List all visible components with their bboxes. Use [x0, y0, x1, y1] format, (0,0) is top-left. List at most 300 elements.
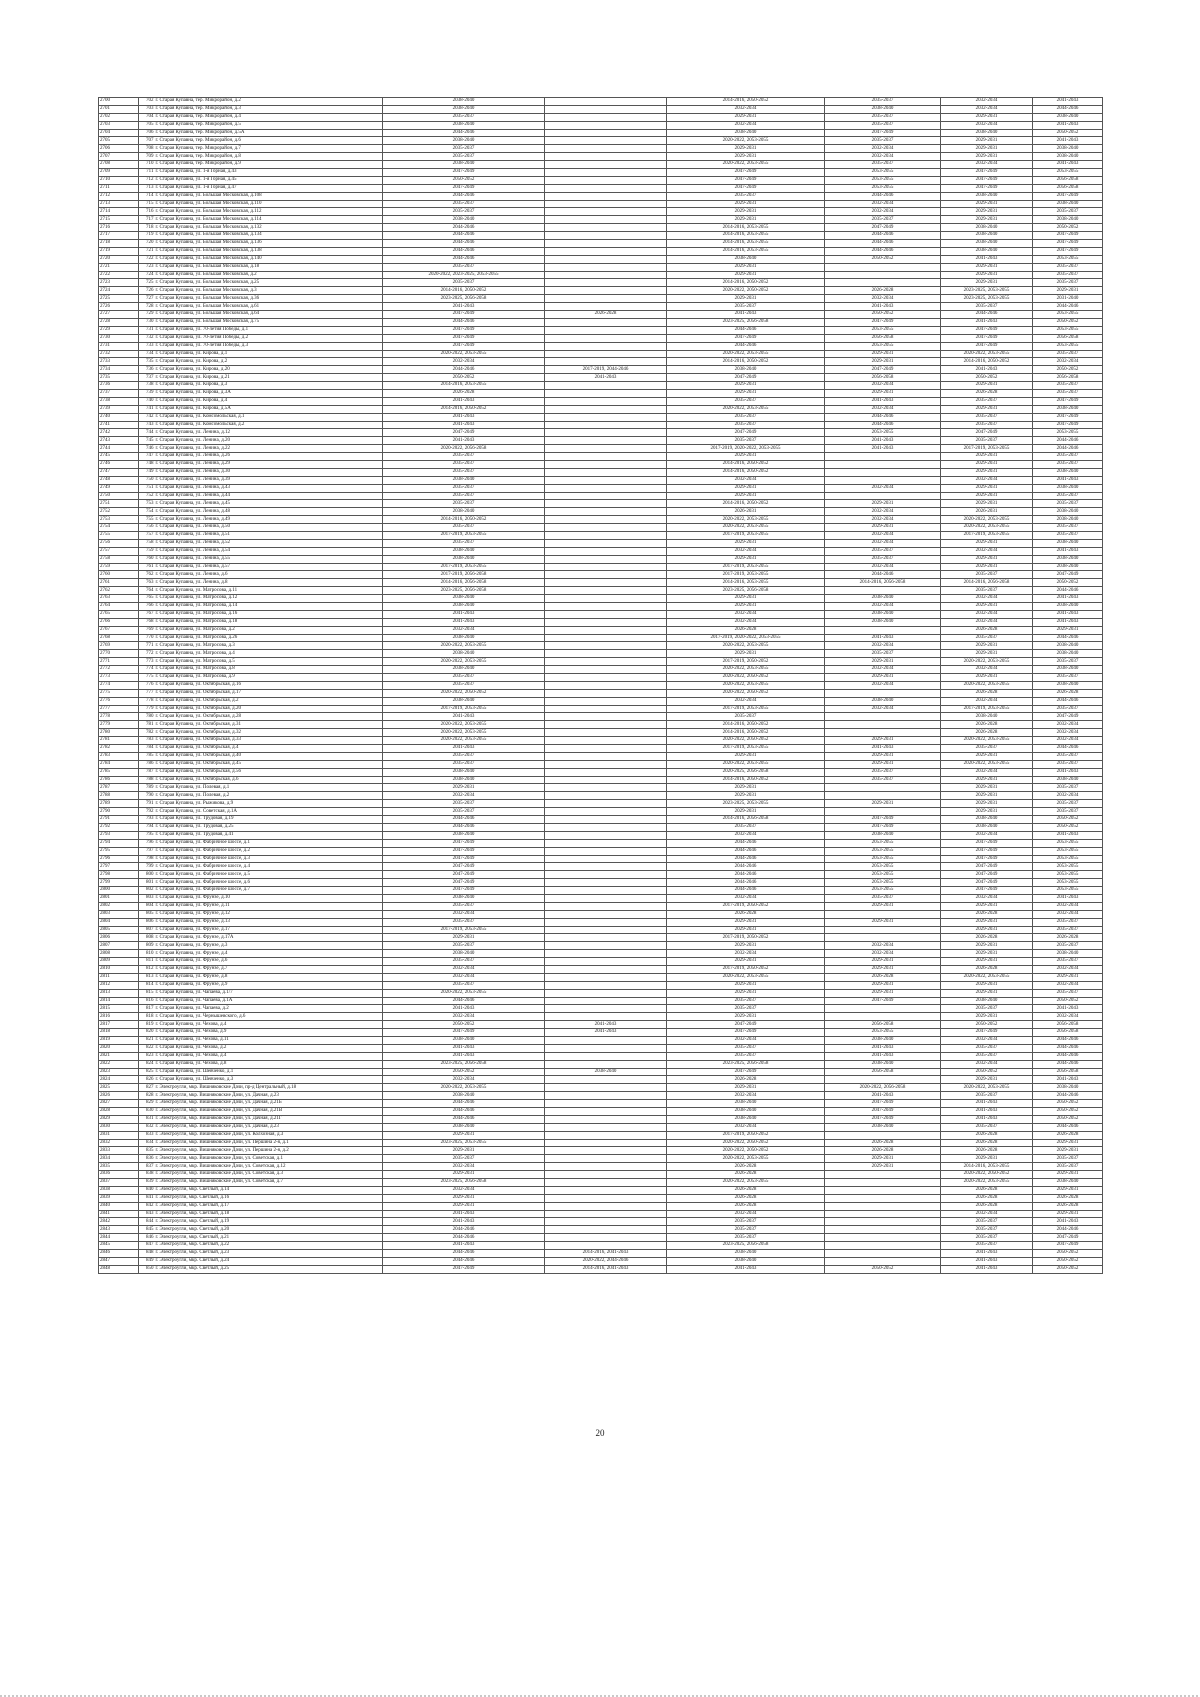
row-number-cell: 2814 [99, 997, 139, 1005]
period-cell-3: 2029-2031 [667, 295, 825, 303]
period-cell-6: 2050-2052 [1033, 129, 1103, 137]
row-number-cell: 2837 [99, 1179, 139, 1187]
period-cell-6: 2044-2046 [1033, 1123, 1103, 1131]
period-cell-5: 2020-2022, 2053-2055 [941, 524, 1033, 532]
item-number-cell: 717 [139, 216, 155, 224]
row-number-cell: 2768 [99, 634, 139, 642]
period-cell-1: 2047-2049 [383, 311, 545, 319]
period-cell-6: 2041-2043 [1033, 1076, 1103, 1084]
period-cell-4: 2029-2031 [825, 500, 941, 508]
table-row [99, 1029, 1103, 1037]
row-number-cell: 2767 [99, 626, 139, 634]
period-cell-3: 2044-2046 [667, 855, 825, 863]
period-cell-6: 2038-2040 [1033, 563, 1103, 571]
period-cell-4: 2026-2028 [825, 1147, 941, 1155]
row-number-cell: 2700 [99, 98, 139, 106]
period-cell-6: 2038-2040 [1033, 1084, 1103, 1092]
row-number-cell: 2820 [99, 1044, 139, 1052]
address-cell: г. Старая Купавна, ул. Матросова, д.11 [155, 587, 383, 595]
row-number-cell: 2799 [99, 879, 139, 887]
address-cell: г. Старая Купавна, ул. Матросова, д.9 [155, 674, 383, 682]
table-row [99, 792, 1103, 800]
address-cell: г. Электроугли, мкр. Вишняковские Дачи, ул. Советская, д.12 [155, 1163, 383, 1171]
row-number-cell: 2796 [99, 855, 139, 863]
row-number-cell: 2723 [99, 279, 139, 287]
period-cell-6: 2038-2040 [1033, 516, 1103, 524]
period-cell-3: 2041-2043 [667, 311, 825, 319]
table-row [99, 831, 1103, 839]
address-cell: г. Старая Купавна, ул. Октябрьская, д.16 [155, 681, 383, 689]
period-cell-2 [545, 397, 667, 405]
period-cell-1: 2038-2040 [383, 634, 545, 642]
table-row [99, 981, 1103, 989]
row-number-cell: 2786 [99, 776, 139, 784]
table-row [99, 650, 1103, 658]
row-number-cell: 2703 [99, 121, 139, 129]
period-cell-3: 2020-2022, 2053-2055 [667, 137, 825, 145]
period-cell-4: 2032-2034 [825, 705, 941, 713]
row-number-cell: 2702 [99, 113, 139, 121]
item-number-cell: 795 [139, 831, 155, 839]
period-cell-2 [545, 271, 667, 279]
row-number-cell: 2819 [99, 1036, 139, 1044]
row-number-cell: 2794 [99, 839, 139, 847]
item-number-cell: 801 [139, 879, 155, 887]
period-cell-4: 2053-2055 [825, 1029, 941, 1037]
row-number-cell: 2722 [99, 271, 139, 279]
period-cell-5: 2029-2031 [941, 145, 1033, 153]
period-cell-6: 2035-2037 [1033, 674, 1103, 682]
period-cell-1: 2047-2049 [383, 855, 545, 863]
table-row [99, 287, 1103, 295]
period-cell-3: 2038-2040 [667, 1115, 825, 1123]
address-cell: г. Старая Купавна, ул. Ленина, д.22 [155, 445, 383, 453]
period-cell-1: 2035-2037 [383, 681, 545, 689]
period-cell-6: 2050-2052 [1033, 224, 1103, 232]
item-number-cell: 779 [139, 705, 155, 713]
item-number-cell: 789 [139, 784, 155, 792]
period-cell-2 [545, 342, 667, 350]
row-number-cell: 2748 [99, 476, 139, 484]
row-number-cell: 2832 [99, 1139, 139, 1147]
period-cell-2 [545, 121, 667, 129]
period-cell-6: 2050-2052 [1033, 1250, 1103, 1258]
item-number-cell: 797 [139, 847, 155, 855]
period-cell-4: 2032-2034 [825, 539, 941, 547]
table-row [99, 760, 1103, 768]
row-number-cell: 2848 [99, 1265, 139, 1273]
row-number-cell: 2711 [99, 184, 139, 192]
address-cell: г. Старая Купавна, ул. Кирова, д.2 [155, 358, 383, 366]
item-number-cell: 816 [139, 997, 155, 1005]
item-number-cell: 708 [139, 145, 155, 153]
period-cell-4: 2053-2055 [825, 184, 941, 192]
period-cell-6: 2050-2052 [1033, 1265, 1103, 1273]
period-cell-4: 2053-2055 [825, 863, 941, 871]
period-cell-3: 2047-2049 [667, 1068, 825, 1076]
period-cell-4: 2029-2031 [825, 981, 941, 989]
period-cell-6: 2032-2034 [1033, 965, 1103, 973]
address-cell: г. Старая Купавна, ул. Ленина, д.8 [155, 579, 383, 587]
row-number-cell: 2781 [99, 737, 139, 745]
row-number-cell: 2797 [99, 863, 139, 871]
period-cell-3: 2029-2031 [667, 263, 825, 271]
table-row [99, 745, 1103, 753]
row-number-cell: 2834 [99, 1155, 139, 1163]
period-cell-5: 2032-2034 [941, 476, 1033, 484]
period-cell-4 [825, 263, 941, 271]
item-number-cell: 724 [139, 271, 155, 279]
address-cell: г. Старая Купавна, ул. Полевая, д.1 [155, 784, 383, 792]
period-cell-5: 2020-2022, 2053-2055 [941, 760, 1033, 768]
period-cell-4 [825, 1186, 941, 1194]
period-cell-3: 2029-2031 [667, 208, 825, 216]
address-cell: г. Старая Купавна, ул. Октябрьская, д.40 [155, 752, 383, 760]
address-cell: г. Электроугли, мкр. Светлый, д.23 [155, 1250, 383, 1258]
item-number-cell: 806 [139, 918, 155, 926]
period-cell-1: 2038-2040 [383, 595, 545, 603]
period-cell-5: 2029-2031 [941, 382, 1033, 390]
period-cell-3: 2047-2049 [667, 184, 825, 192]
period-cell-4 [825, 808, 941, 816]
period-cell-5: 2035-2037 [941, 421, 1033, 429]
period-cell-5: 2032-2034 [941, 105, 1033, 113]
period-cell-4: 2044-2046 [825, 413, 941, 421]
period-cell-6: 2038-2040 [1033, 666, 1103, 674]
period-cell-2 [545, 839, 667, 847]
row-number-cell: 2715 [99, 216, 139, 224]
period-cell-5: 2029-2031 [941, 603, 1033, 611]
period-cell-6: 2041-2043 [1033, 161, 1103, 169]
period-cell-4 [825, 492, 941, 500]
period-cell-3: 2014-2016, 2050-2052 [667, 358, 825, 366]
period-cell-4: 2029-2031 [825, 674, 941, 682]
address-cell: г. Старая Купавна, ул. Чапаева, д.2 [155, 1005, 383, 1013]
period-cell-3: 2044-2046 [667, 887, 825, 895]
period-cell-3: 2014-2016, 2053-2055 [667, 247, 825, 255]
table-row [99, 1021, 1103, 1029]
period-cell-2 [545, 208, 667, 216]
period-cell-2 [545, 713, 667, 721]
period-cell-4: 2053-2055 [825, 326, 941, 334]
period-cell-4: 2026-2028 [825, 973, 941, 981]
table-row [99, 855, 1103, 863]
period-cell-1: 2041-2043 [383, 397, 545, 405]
period-cell-2 [545, 484, 667, 492]
period-cell-1: 2047-2049 [383, 879, 545, 887]
row-number-cell: 2778 [99, 713, 139, 721]
period-cell-1: 2044-2046 [383, 232, 545, 240]
address-cell: г. Старая Купавна, ул. Большая Московская, д.18 [155, 263, 383, 271]
item-number-cell: 794 [139, 823, 155, 831]
address-cell: г. Старая Купавна, тер. Микрорайон, д.2 [155, 98, 383, 106]
item-number-cell: 841 [139, 1194, 155, 1202]
period-cell-5: 2029-2031 [941, 200, 1033, 208]
row-number-cell: 2780 [99, 729, 139, 737]
item-number-cell: 755 [139, 516, 155, 524]
period-cell-2 [545, 1218, 667, 1226]
period-cell-3: 2032-2034 [667, 610, 825, 618]
table-row [99, 271, 1103, 279]
table-row [99, 697, 1103, 705]
period-cell-6: 2035-2037 [1033, 784, 1103, 792]
table-row [99, 105, 1103, 113]
period-cell-6: 2044-2046 [1033, 1036, 1103, 1044]
table-row [99, 1044, 1103, 1052]
period-cell-1: 2020-2022, 2053-2055 [383, 729, 545, 737]
period-cell-5: 2029-2031 [941, 776, 1033, 784]
address-cell: г. Электроугли, мкр. Вишняковские Дачи, ул. Дачная, д.21В [155, 1108, 383, 1116]
row-number-cell: 2713 [99, 200, 139, 208]
period-cell-1: 2032-2034 [383, 910, 545, 918]
table-row [99, 311, 1103, 319]
period-cell-3: 2026-2028 [667, 1163, 825, 1171]
period-cell-3: 2020-2022, 2050-2052 [667, 689, 825, 697]
period-cell-2 [545, 1005, 667, 1013]
period-cell-5: 2020-2022, 2050-2052 [941, 1171, 1033, 1179]
period-cell-6: 2053-2055 [1033, 169, 1103, 177]
period-cell-6: 2029-2031 [1033, 626, 1103, 634]
period-cell-1: 2041-2043 [383, 413, 545, 421]
period-cell-1: 2017-2019, 2053-2055 [383, 531, 545, 539]
period-cell-6: 2056-2058 [1033, 176, 1103, 184]
period-cell-3: 2029-2031 [667, 784, 825, 792]
period-cell-3: 2020-2022, 2053-2055 [667, 524, 825, 532]
address-cell: г. Электроугли, мкр. Светлый, д.20 [155, 1226, 383, 1234]
period-cell-1: 2035-2037 [383, 524, 545, 532]
item-number-cell: 843 [139, 1210, 155, 1218]
period-cell-6: 2029-2031 [1033, 1171, 1103, 1179]
table-row [99, 1210, 1103, 1218]
period-cell-5: 2014-2016, 2056-2058 [941, 579, 1033, 587]
period-cell-6: 2031-2040 [1033, 295, 1103, 303]
period-cell-2 [545, 729, 667, 737]
period-cell-4: 2029-2031 [825, 350, 941, 358]
period-cell-2 [545, 1179, 667, 1187]
period-cell-5: 2029-2031 [941, 555, 1033, 563]
item-number-cell: 799 [139, 863, 155, 871]
row-number-cell: 2824 [99, 1076, 139, 1084]
period-cell-3: 2029-2031 [667, 555, 825, 563]
period-cell-1: 2047-2049 [383, 847, 545, 855]
period-cell-1: 2032-2034 [383, 1013, 545, 1021]
period-cell-3: 2035-2037 [667, 413, 825, 421]
period-cell-6: 2035-2037 [1033, 460, 1103, 468]
item-number-cell: 761 [139, 563, 155, 571]
period-cell-1: 2014-2016, 2056-2058 [383, 579, 545, 587]
period-cell-5: 2026-2028 [941, 1186, 1033, 1194]
period-cell-3: 2038-2040 [667, 1100, 825, 1108]
period-cell-2 [545, 658, 667, 666]
period-cell-5: 2017-2019, 2053-2055 [941, 445, 1033, 453]
address-cell: г. Старая Купавна, ул. Октябрьская, д.2 [155, 697, 383, 705]
row-number-cell: 2746 [99, 460, 139, 468]
period-cell-1: 2038-2040 [383, 476, 545, 484]
period-cell-3: 2014-2016, 2053-2055 [667, 579, 825, 587]
period-cell-3: 2029-2031 [667, 981, 825, 989]
address-cell: г. Старая Купавна, ул. Шевченко, д.1 [155, 1068, 383, 1076]
item-number-cell: 778 [139, 697, 155, 705]
address-cell: г. Старая Купавна, тер. Микрорайон, д.5А [155, 129, 383, 137]
address-cell: г. Электроугли, мкр. Вишняковские Дачи, ул. Дачная, д.23 [155, 1123, 383, 1131]
table-row [99, 1036, 1103, 1044]
period-cell-5: 2029-2031 [941, 650, 1033, 658]
period-cell-6: 2035-2037 [1033, 989, 1103, 997]
address-cell: г. Старая Купавна, ул. Ленина, д.57 [155, 563, 383, 571]
period-cell-1: 2035-2037 [383, 808, 545, 816]
table-row [99, 161, 1103, 169]
period-cell-3: 2014-2016, 2050-2052 [667, 279, 825, 287]
item-number-cell: 740 [139, 397, 155, 405]
period-cell-2 [545, 626, 667, 634]
table-row [99, 137, 1103, 145]
period-cell-3: 2035-2037 [667, 713, 825, 721]
address-cell: г. Старая Купавна, ул. Фабричное шоссе, д.6 [155, 879, 383, 887]
table-row [99, 342, 1103, 350]
period-cell-5: 2035-2037 [941, 1052, 1033, 1060]
row-number-cell: 2804 [99, 918, 139, 926]
item-number-cell: 723 [139, 263, 155, 271]
period-cell-1: 2035-2037 [383, 674, 545, 682]
period-cell-3: 2029-2031 [667, 200, 825, 208]
period-cell-4: 2053-2055 [825, 887, 941, 895]
address-cell: г. Старая Купавна, ул. 70-летия Победы, д.2 [155, 334, 383, 342]
period-cell-4: 2047-2049 [825, 1100, 941, 1108]
period-cell-5: 2026-2028 [941, 1139, 1033, 1147]
table-row [99, 863, 1103, 871]
period-cell-6: 2038-2040 [1033, 508, 1103, 516]
table-row [99, 997, 1103, 1005]
period-cell-4: 2032-2034 [825, 681, 941, 689]
period-cell-4: 2041-2043 [825, 445, 941, 453]
period-cell-1: 2038-2040 [383, 137, 545, 145]
period-cell-1: 2032-2034 [383, 1163, 545, 1171]
period-cell-4: 2035-2037 [825, 161, 941, 169]
row-number-cell: 2712 [99, 192, 139, 200]
table-row [99, 642, 1103, 650]
row-number-cell: 2710 [99, 176, 139, 184]
period-cell-3: 2029-2031 [667, 603, 825, 611]
row-number-cell: 2784 [99, 760, 139, 768]
address-cell: г. Старая Купавна, ул. Матросова, д.5 [155, 658, 383, 666]
period-cell-2 [545, 1108, 667, 1116]
period-cell-2 [545, 784, 667, 792]
period-cell-4: 2041-2043 [825, 303, 941, 311]
period-cell-6: 2035-2037 [1033, 453, 1103, 461]
row-number-cell: 2740 [99, 413, 139, 421]
period-cell-5: 2029-2031 [941, 784, 1033, 792]
row-number-cell: 2833 [99, 1147, 139, 1155]
period-cell-1: 2038-2040 [383, 768, 545, 776]
period-cell-5: 2035-2037 [941, 1044, 1033, 1052]
period-cell-5: 2029-2031 [941, 492, 1033, 500]
row-number-cell: 2728 [99, 318, 139, 326]
table-row [99, 382, 1103, 390]
period-cell-5: 2029-2031 [941, 1013, 1033, 1021]
address-cell: г. Старая Купавна, ул. Октябрьская, д.6 [155, 776, 383, 784]
period-cell-2 [545, 161, 667, 169]
period-cell-5: 2050-2052 [941, 1021, 1033, 1029]
period-cell-4: 2053-2055 [825, 839, 941, 847]
item-number-cell: 773 [139, 658, 155, 666]
period-cell-2 [545, 169, 667, 177]
period-cell-2 [545, 1226, 667, 1234]
period-cell-4 [825, 713, 941, 721]
period-cell-2 [545, 129, 667, 137]
table-row [99, 1226, 1103, 1234]
row-number-cell: 2763 [99, 595, 139, 603]
table-row [99, 98, 1103, 106]
address-cell: г. Старая Купавна, ул. Чехова, д.2 [155, 1044, 383, 1052]
table-row [99, 1147, 1103, 1155]
row-number-cell: 2752 [99, 508, 139, 516]
table-row [99, 255, 1103, 263]
period-cell-1: 2020-2022, 2053-2055 [383, 989, 545, 997]
period-cell-4: 2035-2037 [825, 137, 941, 145]
row-number-cell: 2756 [99, 539, 139, 547]
item-number-cell: 705 [139, 121, 155, 129]
period-cell-2 [545, 902, 667, 910]
period-cell-5: 2041-2043 [941, 1250, 1033, 1258]
period-cell-3: 2035-2037 [667, 1234, 825, 1242]
table-row [99, 887, 1103, 895]
table-row [99, 326, 1103, 334]
period-cell-2 [545, 879, 667, 887]
period-cell-4: 2032-2034 [825, 382, 941, 390]
item-number-cell: 756 [139, 524, 155, 532]
period-cell-4 [825, 626, 941, 634]
period-cell-5: 2029-2031 [941, 113, 1033, 121]
period-cell-2 [545, 792, 667, 800]
period-cell-1: 2035-2037 [383, 208, 545, 216]
period-cell-5: 2035-2037 [941, 1123, 1033, 1131]
table-row [99, 279, 1103, 287]
period-cell-6: 2035-2037 [1033, 531, 1103, 539]
period-cell-1: 2047-2049 [383, 839, 545, 847]
item-number-cell: 749 [139, 468, 155, 476]
period-cell-1: 2047-2049 [383, 871, 545, 879]
item-number-cell: 783 [139, 737, 155, 745]
address-cell: г. Старая Купавна, ул. Фрунзе, д.3 [155, 942, 383, 950]
period-cell-5: 2029-2031 [941, 674, 1033, 682]
address-cell: г. Электроугли, мкр. Вишняковские Дачи, ул. Советская, д.1 [155, 1155, 383, 1163]
period-cell-1: 2044-2046 [383, 816, 545, 824]
table-row [99, 1265, 1103, 1273]
table-row [99, 295, 1103, 303]
address-cell: г. Старая Купавна, ул. Октябрьская, д.32 [155, 729, 383, 737]
period-cell-1: 2020-2022, 2053-2055 [383, 1084, 545, 1092]
address-cell: г. Старая Купавна, ул. Комсомольская, д.1 [155, 413, 383, 421]
period-cell-1: 2020-2022, 2053-2055 [383, 350, 545, 358]
period-cell-4: 2035-2037 [825, 113, 941, 121]
row-number-cell: 2741 [99, 421, 139, 429]
period-cell-4: 2029-2031 [825, 989, 941, 997]
address-cell: г. Старая Купавна, ул. Чехова, д.4 [155, 1021, 383, 1029]
table-row [99, 531, 1103, 539]
period-cell-4 [825, 1076, 941, 1084]
period-cell-2 [545, 926, 667, 934]
table-row [99, 705, 1103, 713]
item-number-cell: 748 [139, 460, 155, 468]
period-cell-2 [545, 1202, 667, 1210]
period-cell-6: 2056-2058 [1033, 334, 1103, 342]
period-cell-2 [545, 405, 667, 413]
item-number-cell: 837 [139, 1163, 155, 1171]
period-cell-1: 2044-2046 [383, 1226, 545, 1234]
address-cell: г. Старая Купавна, тер. Микрорайон, д.5 [155, 121, 383, 129]
period-cell-3: 2029-2031 [667, 539, 825, 547]
address-cell: г. Старая Купавна, ул. Матросова, д.14 [155, 603, 383, 611]
